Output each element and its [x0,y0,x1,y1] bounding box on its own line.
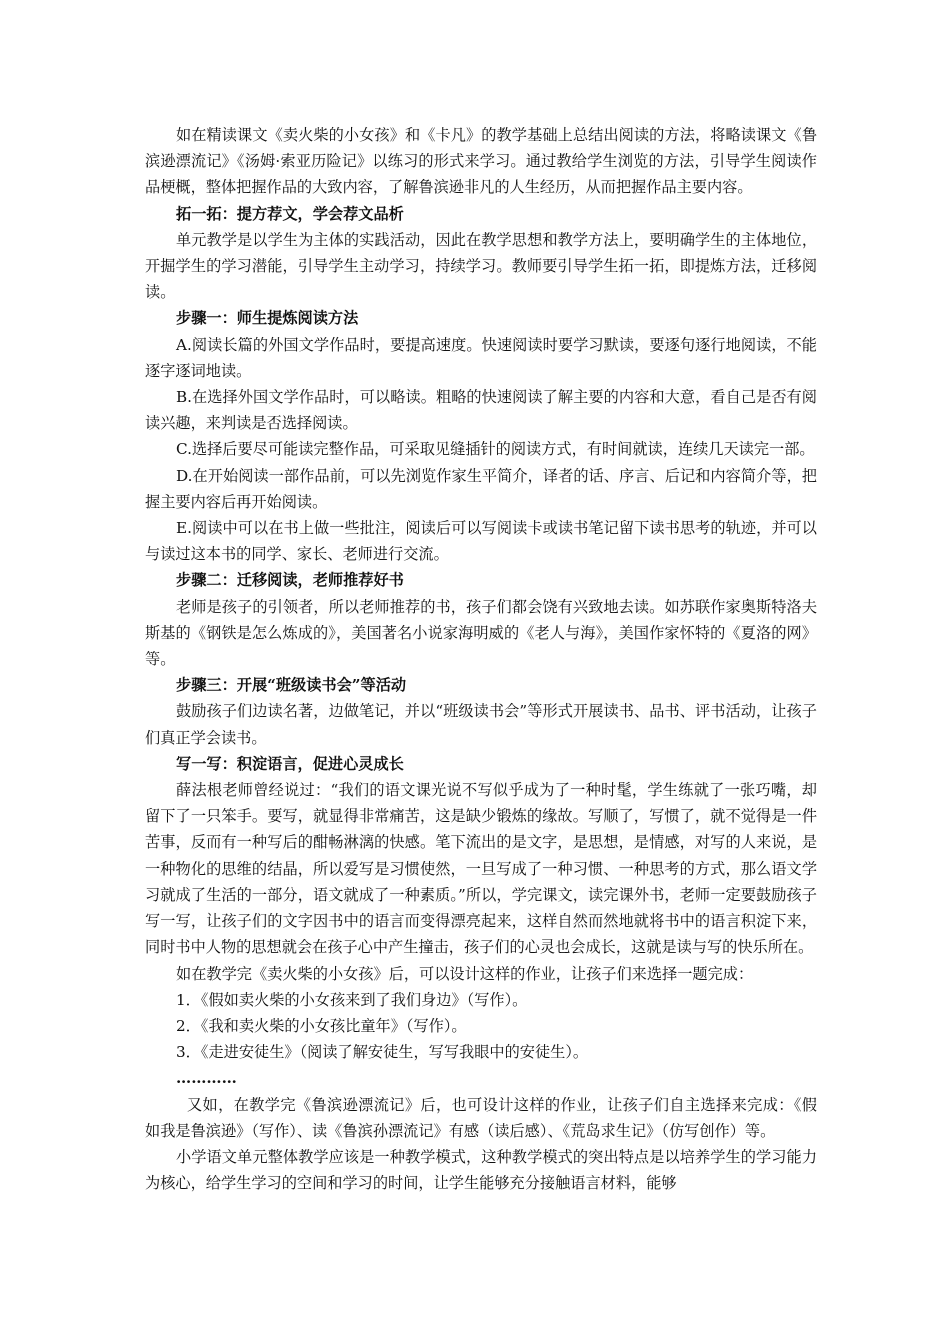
list-item: 2．《我和卖火柴的小女孩比童年》（写作）。 [176,1016,467,1035]
section-heading: ………… [176,1069,237,1088]
section-heading: 步骤一：师生提炼阅读方法 [176,309,359,328]
body-paragraph: E.阅读中可以在书上做一些批注，阅读后可以写阅读卡或读书笔记留下读书思考的轨迹，并可以与读过这本书的同学、家长、老师进行交流。 [145,519,817,564]
section-heading: 步骤二：迁移阅读，老师推荐好书 [176,571,404,590]
document-page [145,122,817,1196]
body-paragraph: 如在教学完《卖火柴的小女孩》后，可以设计这样的作业，让孩子们来选择一题完成： [176,964,754,983]
body-paragraph: 如在精读课文《卖火柴的小女孩》和《卡凡》的教学基础上总结出阅读的方法，将略读课文《鲁滨逊漂流记》《汤姆·索亚历险记》以练习的形式来学习。通过教给学生浏览的方法，引导学生阅读作品梗概，整体把握作品的大致内容，了解鲁滨逊非凡的人生经历，从而把握作品主要内容。 [145,126,817,197]
section-heading: 步骤三：开展“班级读书会”等活动 [176,676,407,695]
body-paragraph: 薛法根老师曾经说过：“我们的语文课光说不写似乎成为了一种时髦，学生练就了一张巧嘴，却留下了一只笨手。要写，就显得非常痛苦，这是缺少锻炼的缘故。写顺了，写惯了，就不觉得是一件苦事，反而有一种写后的酣畅淋漓的快感。笔下流出的是文字，是思想，是情感，对写的人来说，是一种物化的思维的结晶，所以爱写是习惯使然，一旦写成了一种习惯、一种思考的方式，那么语文学习就成了生活的一部分，语文就成了一种素质。”所以，学完课文，读完课外书，老师一定要鼓励孩子写一写，让孩子们的文字因书中的语言而变得漂亮起来，这样自然而然地就将书中的语言积淀下来，同时书中人物的思想就会在孩子心中产生撞击，孩子们的心灵也会成长，这就是读与写的快乐所在。 [145,781,817,957]
section-heading: 拓一拓：提方荐文，学会荐文品析 [176,204,404,223]
section-heading: 写一写：积淀语言，促进心灵成长 [176,754,404,773]
body-paragraph: 小学语文单元整体教学应该是一种教学模式，这种教学模式的突出特点是以培养学生的学习能力为核心，给学生学习的空间和学习的时间，让学生能够充分接触语言材料，能够 [145,1147,817,1193]
body-paragraph: D.在开始阅读一部作品前，可以先浏览作家生平简介，译者的话、序言、后记和内容简介等，把握主要内容后再开始阅读。 [145,466,817,511]
body-paragraph: 单元教学是以学生为主体的实践活动，因此在教学思想和教学方法上，要明确学生的主体地位，开掘学生的学习潜能，引导学生主动学习，持续学习。教师要引导学生拓一拓，即提炼方法，迁移阅读。 [145,230,817,302]
body-paragraph: A.阅读长篇的外国文学作品时，要提高速度。快速阅读时要学习默读，要逐句逐行地阅读，不能逐字逐词地读。 [145,335,817,380]
list-item: 1．《假如卖火柴的小女孩来到了我们身边》（写作）。 [176,990,528,1009]
body-paragraph: B.在选择外国文学作品时，可以略读。粗略的快速阅读了解主要的内容和大意，看自己是否有阅读兴趣，来判读是否选择阅读。 [145,388,817,433]
list-item: 3．《走进安徒生》（阅读了解安徒生，写写我眼中的安徒生）。 [176,1043,589,1062]
body-paragraph: C.选择后要尽可能读完整作品，可采取见缝插针的阅读方式，有时间就读，连续几天读完一部。 [176,440,815,459]
body-paragraph: 鼓励孩子们边读名著，边做笔记，并以“班级读书会”等形式开展读书、品书、评书活动，让孩子们真正学会读书。 [145,702,817,747]
body-paragraph: 又如，在教学完《鲁滨逊漂流记》后，也可设计这样的作业，让孩子们自主选择来完成：《假如我是鲁滨逊》（写作）、读《鲁滨孙漂流记》有感（读后感）、《荒岛求生记》（仿写创作）等。 [145,1095,817,1140]
body-paragraph: 老师是孩子的引领者，所以老师推荐的书，孩子们都会饶有兴致地去读。如苏联作家奥斯特洛夫斯基的《钢铁是怎么炼成的》，美国著名小说家海明威的《老人与海》，美国作家怀特的《夏洛的网》等。 [145,597,817,669]
